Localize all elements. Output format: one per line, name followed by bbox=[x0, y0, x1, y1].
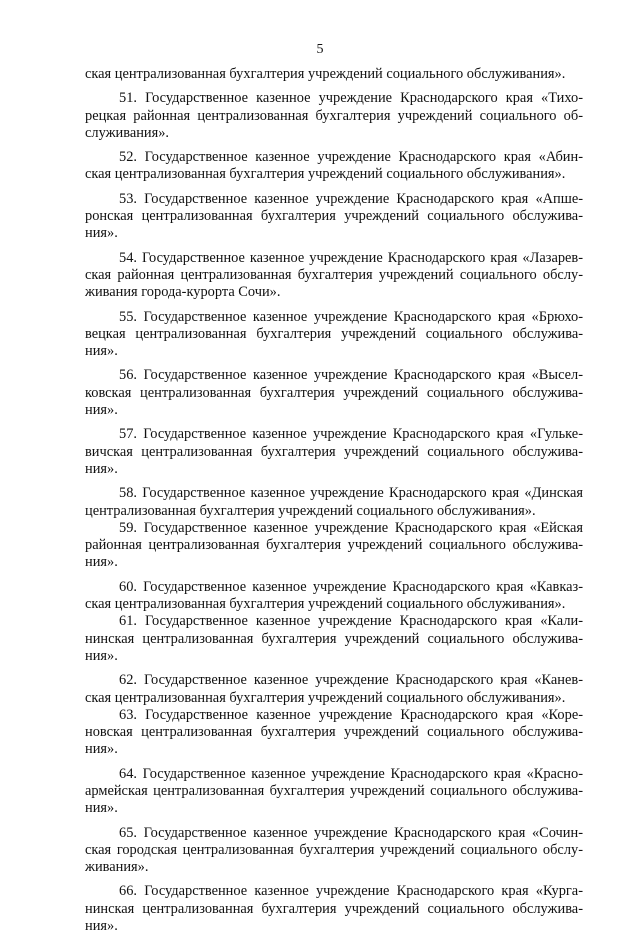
list-item-66 bbox=[85, 883, 583, 935]
paragraph-line: районная централизованная бухгалтерия учреждений социального обслужива- bbox=[85, 537, 583, 554]
paragraph-line: 60. Государственное казенное учреждение Краснодарского края «Кавказ- bbox=[119, 578, 583, 595]
list-item-59 bbox=[85, 520, 583, 572]
paragraph-line: 59. Государственное казенное учреждение Краснодарского края «Ейская bbox=[119, 519, 583, 536]
paragraph-line: вецкая централизованная бухгалтерия учреждений социального обслужива- bbox=[85, 325, 583, 342]
paragraph-line: ния». bbox=[85, 460, 118, 477]
paragraph-line: 52. Государственное казенное учреждение Краснодарского края «Абин- bbox=[119, 149, 583, 166]
paragraph-line: ния». bbox=[85, 800, 118, 817]
list-item-62 bbox=[85, 672, 583, 707]
paragraph-line: ская городская централизованная бухгалтерия учреждений социального обслу- bbox=[85, 841, 583, 858]
paragraph-line: ская централизованная бухгалтерия учреждений социального обслуживания». bbox=[85, 689, 566, 706]
paragraph-line: 51. Государственное казенное учреждение Краснодарского края «Тихо- bbox=[119, 90, 583, 107]
paragraph-line: ронская централизованная бухгалтерия учреждений социального обслужива- bbox=[85, 208, 583, 225]
paragraph-line: 53. Государственное казенное учреждение Краснодарского края «Апше- bbox=[119, 190, 583, 207]
list-item-61 bbox=[85, 613, 583, 665]
paragraph-line: ния». bbox=[85, 918, 118, 935]
paragraph-line: ковская централизованная бухгалтерия учреждений социального обслужива- bbox=[85, 384, 583, 401]
paragraph-line: ская централизованная бухгалтерия учреждений социального обслуживания». bbox=[85, 596, 566, 613]
list-item-54 bbox=[85, 250, 583, 302]
paragraph-line: вичская централизованная бухгалтерия учреждений социального обслужива- bbox=[85, 443, 583, 460]
paragraph-line: централизованная бухгалтерия учреждений социального обслуживания». bbox=[85, 502, 536, 519]
paragraph-line: рецкая районная централизованная бухгалтерия учреждений социального об- bbox=[85, 107, 583, 124]
list-item-63 bbox=[85, 707, 583, 759]
paragraph-line: ния». bbox=[85, 741, 118, 758]
list-item-60 bbox=[85, 579, 583, 614]
paragraph-line: 54. Государственное казенное учреждение Краснодарского края «Лазарев- bbox=[119, 249, 583, 266]
paragraph-line: 65. Государственное казенное учреждение Краснодарского края «Сочин- bbox=[119, 824, 583, 841]
paragraph-line: ская районная централизованная бухгалтерия учреждений социального обслу- bbox=[85, 266, 583, 283]
list-item-57 bbox=[85, 426, 583, 478]
paragraph-line: ская централизованная бухгалтерия учреждений социального обслуживания». bbox=[85, 66, 566, 82]
paragraph-line: 57. Государственное казенное учреждение Краснодарского края «Гульке- bbox=[119, 426, 583, 443]
paragraph-line: 62. Государственное казенное учреждение Краснодарского края «Канев- bbox=[119, 672, 583, 689]
list-item-65 bbox=[85, 825, 583, 877]
paragraph-line: 56. Государственное казенное учреждение Краснодарского края «Высел- bbox=[119, 367, 583, 384]
paragraph-line: живания города-курорта Сочи». bbox=[85, 284, 281, 301]
paragraph-line: армейская централизованная бухгалтерия учреждений социального обслужива- bbox=[85, 782, 583, 799]
paragraph-line: нинская централизованная бухгалтерия учреждений социального обслужива- bbox=[85, 630, 583, 647]
paragraph-line: живания». bbox=[85, 859, 149, 876]
paragraph-continuation bbox=[85, 66, 583, 83]
list-item-51 bbox=[85, 90, 583, 142]
paragraph-line: ния». bbox=[85, 343, 118, 360]
list-item-53 bbox=[85, 191, 583, 243]
page-number: 5 bbox=[316, 42, 324, 57]
paragraph-line: 61. Государственное казенное учреждение Краснодарского края «Кали- bbox=[119, 613, 583, 630]
paragraph-line: нинская централизованная бухгалтерия учреждений социального обслужива- bbox=[85, 900, 583, 917]
paragraph-line: 64. Государственное казенное учреждение Краснодарского края «Красно- bbox=[119, 765, 583, 782]
list-item-56 bbox=[85, 367, 583, 419]
paragraph-line: ния». bbox=[85, 225, 118, 242]
list-item-64 bbox=[85, 766, 583, 818]
list-item-52 bbox=[85, 149, 583, 184]
paragraph-line: служивания». bbox=[85, 124, 170, 141]
paragraph-line: ния». bbox=[85, 554, 118, 571]
paragraph-line: ния». bbox=[85, 402, 118, 419]
list-item-58 bbox=[85, 485, 583, 520]
paragraph-line: 66. Государственное казенное учреждение Краснодарского края «Курга- bbox=[119, 883, 583, 900]
paragraph-line: ния». bbox=[85, 647, 118, 664]
list-item-55 bbox=[85, 309, 583, 361]
paragraph-line: ская централизованная бухгалтерия учреждений социального обслуживания». bbox=[85, 166, 566, 183]
paragraph-line: 55. Государственное казенное учреждение Краснодарского края «Брюхо- bbox=[119, 308, 583, 325]
paragraph-line: 58. Государственное казенное учреждение Краснодарского края «Динская bbox=[119, 485, 583, 502]
paragraph-line: новская централизованная бухгалтерия учреждений социального обслужива- bbox=[85, 724, 583, 741]
paragraph-line: 63. Государственное казенное учреждение Краснодарского края «Коре- bbox=[119, 706, 583, 723]
document-body bbox=[85, 66, 583, 935]
